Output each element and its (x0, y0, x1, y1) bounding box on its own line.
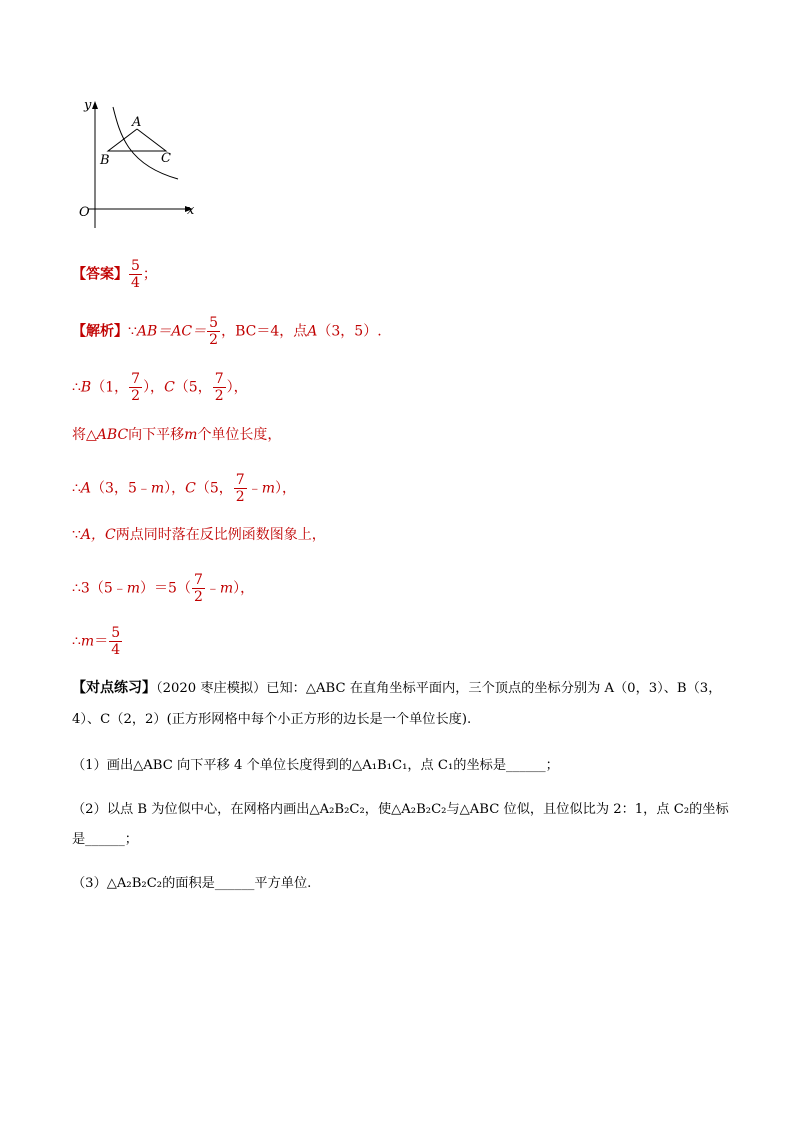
answer-line: 【答案】 $\frac{5}{4}$ ； (72, 258, 157, 291)
point-a-label: A (132, 115, 142, 130)
analysis-line-1: 【解析】∵AB＝AC＝ $\frac{5}{2}$ ，BC＝4，点A（3，5）. (72, 315, 382, 348)
triangle-abc (108, 129, 166, 151)
question-2-line-2: 是______； (72, 832, 138, 847)
y-axis-arrow (92, 101, 98, 109)
origin-label: O (79, 205, 90, 220)
analysis-line-4: ∴A（3，5﹣m），C（5， $\frac{7}{2}$ ﹣m）， (72, 472, 296, 505)
analysis-line-5: ∵A，C两点同时落在反比例函数图象上， (72, 527, 326, 543)
question-3: （3）△A₂B₂C₂的面积是______平方单位. (72, 876, 312, 891)
practice-intro-line-1: 【对点练习】（2020 枣庄模拟）已知：△ABC 在直角坐标平面内，三个顶点的坐标分别为 A（0，3）、B（3， (72, 680, 722, 696)
question-1: （1）画出△ABC 向下平移 4 个单位长度得到的△A₁B₁C₁，点 C₁的坐标是______； (72, 758, 559, 773)
y-axis-label: y (84, 98, 92, 113)
analysis-line-2: ∴B（1， $\frac{7}{2}$ ），C（5， $\frac{7}{2}$ ）， (72, 371, 248, 404)
point-b-label: B (100, 153, 110, 168)
x-axis-label: x (187, 203, 195, 218)
coordinate-graph (70, 95, 200, 235)
analysis-line-6: ∴3（5﹣m）＝5（ $\frac{7}{2}$ ﹣m）， (72, 572, 255, 605)
analysis-line-7: ∴m＝ $\frac{5}{4}$ (72, 625, 121, 658)
analysis-line-3: 将△ABC向下平移m个单位长度， (72, 427, 282, 443)
point-c-label: C (161, 151, 171, 166)
answer-tag: 【答案】 (72, 266, 128, 283)
practice-tag: 【对点练习】 (72, 680, 156, 696)
analysis-tag: 【解析】 (72, 323, 128, 340)
question-2-line-1: （2）以点 B 为位似中心，在网格内画出△A₂B₂C₂，使△A₂B₂C₂与△ABC 位似，且位似比为 2：1，点 C₂的坐标 (72, 802, 729, 817)
answer-fraction: $\frac{5}{4}$ (131, 258, 140, 291)
practice-intro-line-2: 4）、C（2，2）(正方形网格中每个小正方形的边长是一个单位长度). (72, 712, 472, 727)
hyperbola-curve (113, 107, 178, 179)
